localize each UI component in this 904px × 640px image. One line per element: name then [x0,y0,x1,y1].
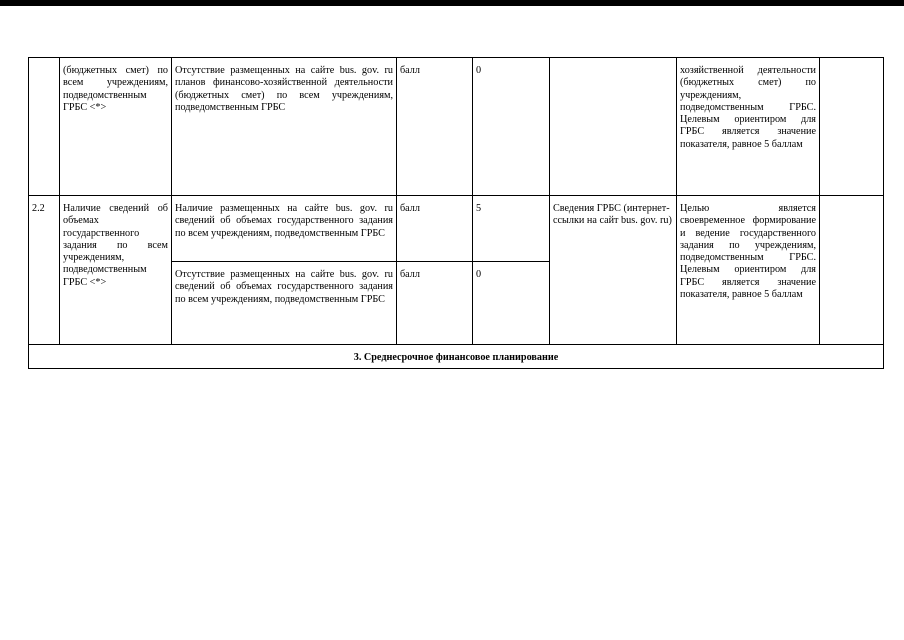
section-row [29,345,884,369]
extra-cell [820,58,884,196]
comment-cell: хозяйственной деятельности (бюджетных смет) по учреждениям, подведомственным ГРБС. Целевым ориентиром для ГРБС является значение показателя, равное 5 баллам [677,58,820,196]
indicator-name-cell: (бюджетных смет) по всем учреждениям, подведомственным ГРБС <*> [60,58,172,196]
unit-cell: балл [397,262,473,345]
source-cell [550,58,677,196]
indicators-table [28,57,884,369]
row-number-cell: 2.2 [29,196,60,345]
extra-cell [820,196,884,345]
criterion-cell: Отсутствие размещенных на сайте bus. gov. ru сведений об объемах государственного задания по всем учреждениям, подведомственным ГРБС [172,262,397,345]
table-row [29,196,884,262]
indicator-name-cell: Наличие сведений об объемах государственного задания по всем учреждениям, подведомственным ГРБС <*> [60,196,172,345]
unit-cell: балл [397,58,473,196]
value-cell: 0 [473,58,550,196]
value-cell: 5 [473,196,550,262]
source-cell: Сведения ГРБС (интернет-ссылки на сайт bus. gov. ru) [550,196,677,345]
unit-cell: балл [397,196,473,262]
row-number-cell [29,58,60,196]
table-row [29,58,884,196]
scan-top-edge [0,0,904,6]
value-cell: 0 [473,262,550,345]
criterion-cell: Наличие размещенных на сайте bus. gov. ru сведений об объемах государственного задания по всем учреждениям, подведомственным ГРБС [172,196,397,262]
section-heading: 3. Среднесрочное финансовое планирование [29,345,884,369]
criterion-cell: Отсутствие размещенных на сайте bus. gov. ru планов финансово-хозяйственной деятельности (бюджетных смет) по всем учреждениям, подведомственным ГРБС [172,58,397,196]
comment-cell: Целью является своевременное формирование и ведение государственного задания по учреждениям, подведомственным ГРБС. Целевым ориентиром для ГРБС является значение показателя, равное 5 баллам [677,196,820,345]
